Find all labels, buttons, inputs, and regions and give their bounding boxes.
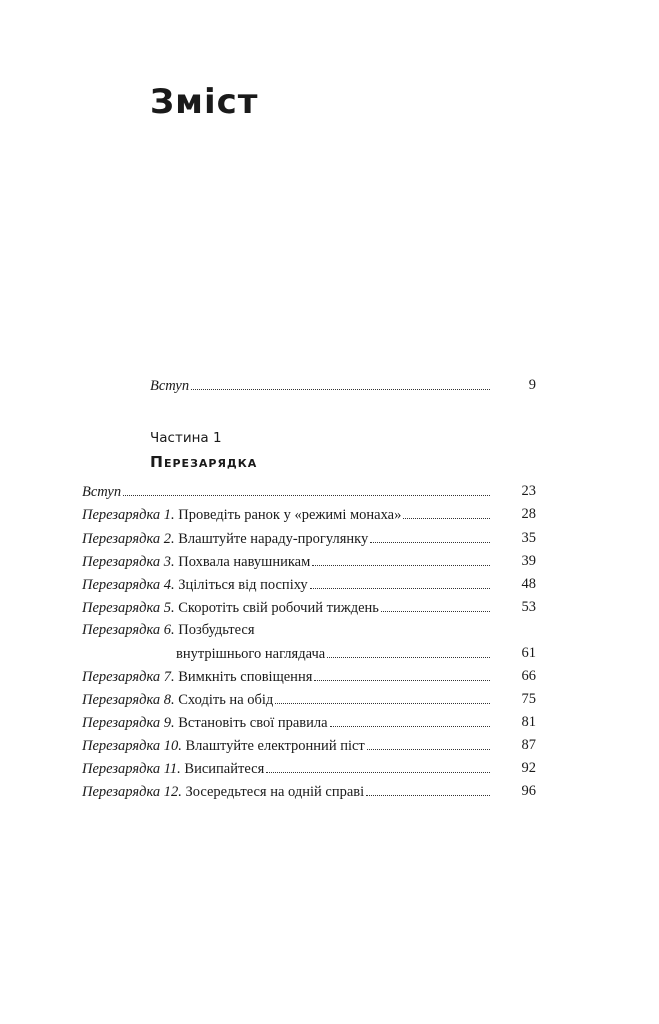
toc-entry-text: Встановіть свої правила bbox=[174, 715, 328, 731]
toc-entry-intro[interactable] bbox=[150, 376, 536, 395]
toc-entry-text: Влаштуйте нараду-прогулянку bbox=[174, 531, 369, 547]
leader-dots bbox=[381, 598, 490, 612]
toc-entry[interactable] bbox=[82, 713, 536, 732]
toc-entry[interactable] bbox=[82, 505, 536, 524]
toc-entry-text: внутрішнього наглядача bbox=[176, 646, 326, 662]
toc-entry-prefix: Перезарядка 7. bbox=[82, 669, 175, 685]
toc-entry-continuation[interactable] bbox=[176, 644, 536, 663]
toc-entry-page: 61 bbox=[521, 645, 536, 661]
toc-entry-prefix: Перезарядка 3. bbox=[82, 554, 175, 570]
toc-entry-page: 53 bbox=[521, 599, 536, 615]
toc-entry-prefix: Перезарядка 9. bbox=[82, 715, 175, 731]
toc-entry[interactable] bbox=[82, 736, 536, 755]
toc-entry[interactable] bbox=[82, 482, 536, 501]
toc-entry-page: 96 bbox=[521, 783, 536, 799]
toc-entry-page: 9 bbox=[528, 377, 536, 393]
toc-entry[interactable] bbox=[82, 782, 536, 801]
leader-dots bbox=[403, 505, 490, 519]
toc-entry-text: Похвала навушникам bbox=[174, 554, 311, 570]
toc-entry-text: Висипайтеся bbox=[180, 761, 265, 777]
leader-dots bbox=[370, 529, 490, 543]
toc-entry-prefix: Перезарядка 11. bbox=[82, 761, 181, 777]
toc-entry-prefix: Перезарядка 5. bbox=[82, 600, 175, 616]
toc-entry-prefix: Перезарядка 6. bbox=[82, 622, 175, 638]
toc-entry[interactable] bbox=[82, 598, 536, 617]
toc-entry-page: 75 bbox=[521, 691, 536, 707]
toc-entry-text: Проведіть ранок у «режимі монаха» bbox=[174, 507, 402, 523]
toc-entry-page: 48 bbox=[521, 576, 536, 592]
leader-dots bbox=[366, 782, 490, 796]
leader-dots bbox=[330, 713, 490, 727]
toc-entry-prefix: Перезарядка 12. bbox=[82, 784, 182, 800]
toc-entry-page: 81 bbox=[521, 714, 536, 730]
toc-entry-prefix: Перезарядка 10. bbox=[82, 738, 182, 754]
toc-entry-prefix: Перезарядка 2. bbox=[82, 531, 175, 547]
leader-dots bbox=[123, 482, 490, 496]
toc-entry-prefix: Вступ bbox=[82, 484, 122, 500]
leader-dots bbox=[314, 667, 490, 681]
toc-entry-text: Зціліться від поспіху bbox=[174, 577, 308, 593]
toc-entry[interactable] bbox=[82, 759, 536, 778]
toc-entry[interactable] bbox=[82, 552, 536, 571]
toc-entry-prefix: Перезарядка 1. bbox=[82, 507, 175, 523]
toc-entry[interactable] bbox=[82, 690, 536, 709]
leader-dots bbox=[312, 552, 490, 566]
toc-entry-first-line[interactable] bbox=[82, 621, 255, 639]
page-title: Зміст bbox=[150, 82, 259, 122]
toc-entry[interactable] bbox=[82, 575, 536, 594]
toc-entry[interactable] bbox=[82, 529, 536, 548]
toc-entry-label: Вступ bbox=[150, 378, 190, 394]
leader-dots bbox=[266, 759, 490, 773]
leader-dots bbox=[275, 690, 490, 704]
toc-entry-page: 23 bbox=[521, 483, 536, 499]
leader-dots bbox=[191, 376, 490, 390]
toc-entry-text: Влаштуйте електронний піст bbox=[181, 738, 365, 754]
toc-entry-page: 92 bbox=[521, 760, 536, 776]
toc-entry-text: Позбудьтеся bbox=[174, 622, 255, 638]
toc-entry-page: 39 bbox=[521, 553, 536, 569]
toc-entry-prefix: Перезарядка 8. bbox=[82, 692, 175, 708]
leader-dots bbox=[327, 644, 490, 658]
leader-dots bbox=[310, 575, 490, 589]
toc-entry[interactable] bbox=[82, 667, 536, 686]
toc-entry-page: 28 bbox=[521, 506, 536, 522]
toc-entry-prefix: Перезарядка 4. bbox=[82, 577, 175, 593]
toc-entry-text: Сходіть на обід bbox=[174, 692, 274, 708]
part-title: Перезарядка bbox=[150, 453, 258, 471]
toc-entry-text: Вимкніть сповіщення bbox=[174, 669, 313, 685]
part-number: Частина 1 bbox=[150, 430, 222, 446]
leader-dots bbox=[367, 736, 490, 750]
toc-entry-text: Зосередьтеся на одній справі bbox=[181, 784, 365, 800]
toc-entry-page: 66 bbox=[521, 668, 536, 684]
toc-entry-page: 87 bbox=[521, 737, 536, 753]
toc-entry-text: Скоротіть свій робочий тиждень bbox=[174, 600, 379, 616]
toc-entry-page: 35 bbox=[521, 530, 536, 546]
